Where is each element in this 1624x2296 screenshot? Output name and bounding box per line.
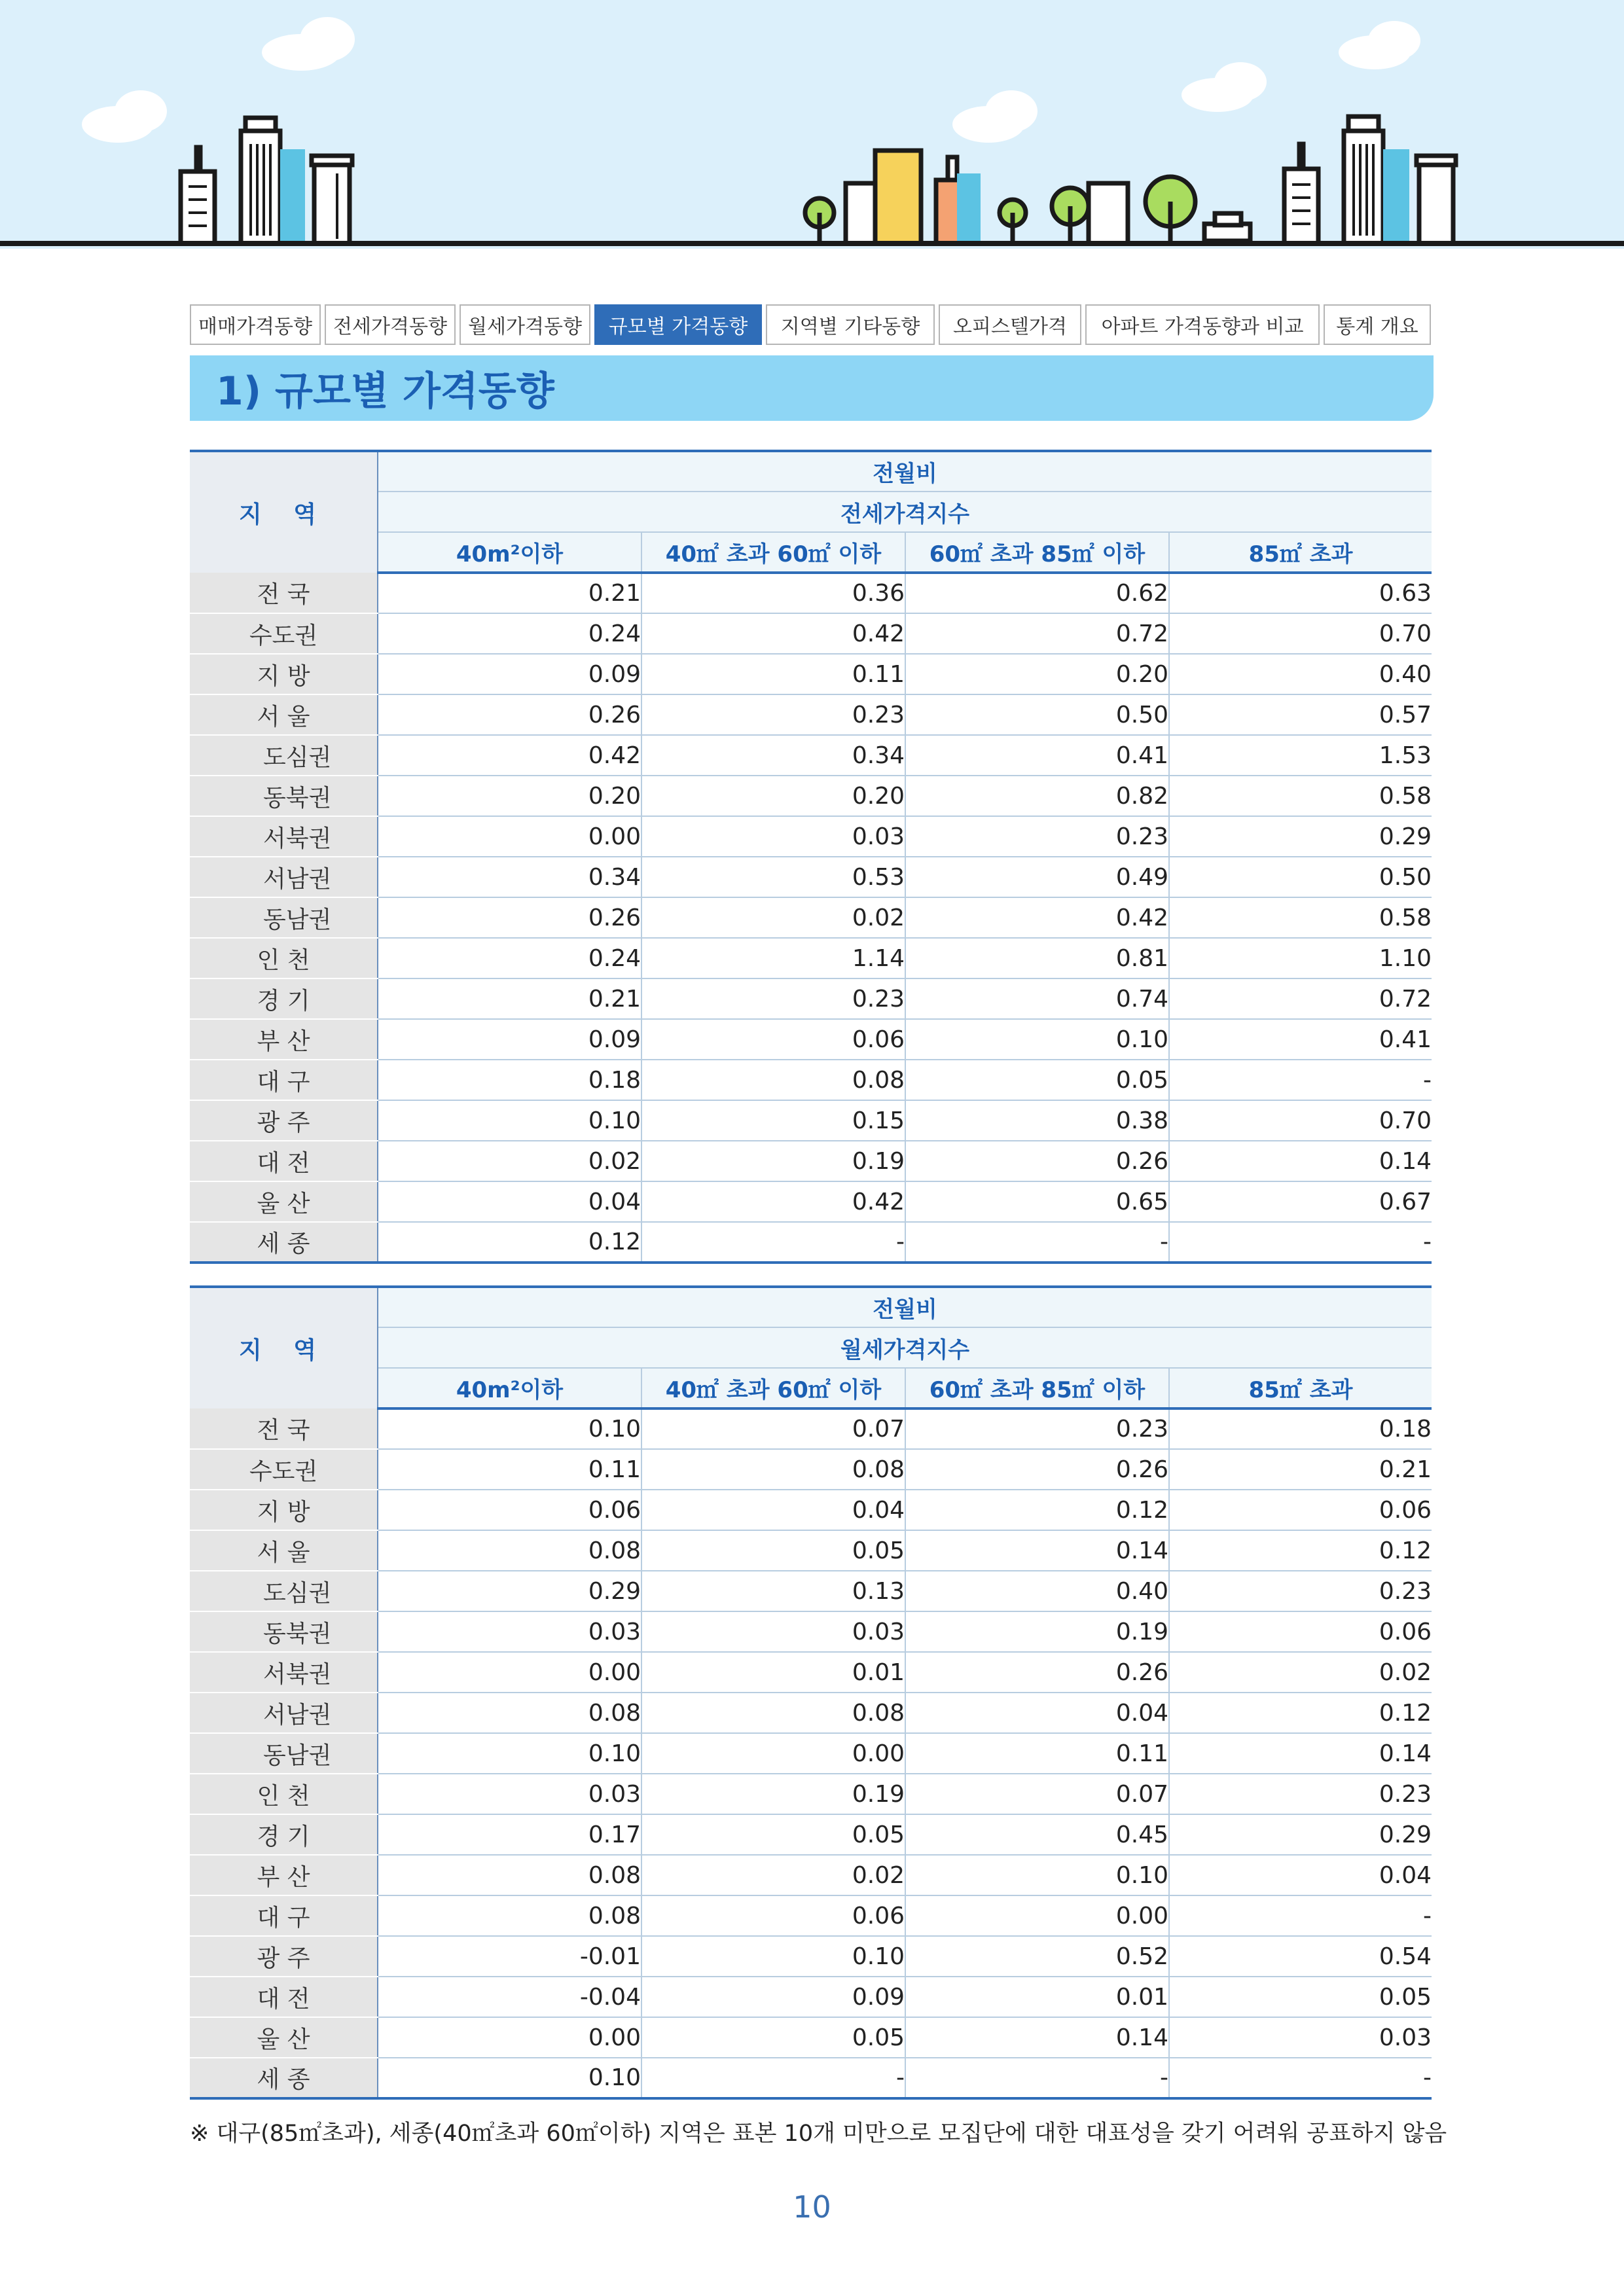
tab-apartment-comparison[interactable]: 아파트 가격동향과 비교 bbox=[1085, 304, 1320, 345]
value-cell: 0.00 bbox=[378, 2017, 641, 2058]
value-cell: 0.10 bbox=[378, 1100, 641, 1141]
value-cell: 0.04 bbox=[378, 1181, 641, 1222]
column-header: 85㎡ 초과 bbox=[1169, 532, 1432, 573]
table-row bbox=[190, 1733, 1432, 1774]
region-cell: 지 방 bbox=[190, 654, 378, 694]
value-cell: 0.12 bbox=[905, 1490, 1169, 1530]
value-cell: 0.00 bbox=[641, 1733, 905, 1774]
column-header: 40m²이하 bbox=[378, 532, 641, 573]
value-cell: 0.23 bbox=[641, 978, 905, 1019]
value-cell: 0.70 bbox=[1169, 1100, 1432, 1141]
value-cell: 0.10 bbox=[905, 1855, 1169, 1895]
value-cell: 0.03 bbox=[378, 1611, 641, 1652]
value-cell: 0.12 bbox=[1169, 1530, 1432, 1571]
value-cell: 0.21 bbox=[378, 573, 641, 613]
value-cell: 0.62 bbox=[905, 573, 1169, 613]
table-row bbox=[190, 694, 1432, 735]
value-cell: 0.67 bbox=[1169, 1181, 1432, 1222]
value-cell: 0.42 bbox=[641, 1181, 905, 1222]
table-row bbox=[190, 1855, 1432, 1895]
table-row bbox=[190, 1571, 1432, 1611]
value-cell: 0.20 bbox=[905, 654, 1169, 694]
value-cell: 0.19 bbox=[641, 1141, 905, 1181]
value-cell: 0.34 bbox=[641, 735, 905, 776]
value-cell: 0.19 bbox=[641, 1774, 905, 1814]
value-cell: - bbox=[905, 1222, 1169, 1263]
region-cell: 광 주 bbox=[190, 1936, 378, 1977]
value-cell: 0.50 bbox=[1169, 857, 1432, 897]
region-cell: 울 산 bbox=[190, 1181, 378, 1222]
value-cell: 0.14 bbox=[905, 2017, 1169, 2058]
table-row bbox=[190, 857, 1432, 897]
footnote: ※ 대구(85㎡초과), 세종(40㎡초과 60㎡이하) 지역은 표본 10개 미만으로 모집단에 대한 대표성을 갖기 어려워 공표하지 않음 bbox=[190, 2121, 1447, 2147]
value-cell: 0.58 bbox=[1169, 897, 1432, 938]
value-cell: 0.57 bbox=[1169, 694, 1432, 735]
value-cell: 0.21 bbox=[1169, 1449, 1432, 1490]
value-cell: 0.19 bbox=[905, 1611, 1169, 1652]
value-cell: 0.05 bbox=[641, 2017, 905, 2058]
value-cell: 0.26 bbox=[378, 897, 641, 938]
value-cell: 0.42 bbox=[378, 735, 641, 776]
value-cell: 0.53 bbox=[641, 857, 905, 897]
region-cell: 광 주 bbox=[190, 1100, 378, 1141]
value-cell: 0.08 bbox=[641, 1449, 905, 1490]
value-cell: 0.23 bbox=[1169, 1571, 1432, 1611]
value-cell: 0.29 bbox=[1169, 816, 1432, 857]
region-cell: 서북권 bbox=[190, 1652, 378, 1693]
value-cell: 0.20 bbox=[378, 776, 641, 816]
value-cell: 0.09 bbox=[641, 1977, 905, 2017]
table-row bbox=[190, 816, 1432, 857]
value-cell: 0.09 bbox=[378, 654, 641, 694]
value-cell: 0.58 bbox=[1169, 776, 1432, 816]
table-row bbox=[190, 613, 1432, 654]
table-row bbox=[190, 1774, 1432, 1814]
value-cell: 0.23 bbox=[905, 1408, 1169, 1449]
value-cell: 0.18 bbox=[378, 1060, 641, 1100]
value-cell: 0.41 bbox=[1169, 1019, 1432, 1060]
value-cell: 0.05 bbox=[641, 1530, 905, 1571]
value-cell: - bbox=[1169, 1895, 1432, 1936]
value-cell: 0.08 bbox=[641, 1060, 905, 1100]
value-cell: 0.81 bbox=[905, 938, 1169, 978]
category-tabs bbox=[190, 304, 1434, 345]
column-header: 40㎡ 초과 60㎡ 이하 bbox=[641, 532, 905, 573]
table-row bbox=[190, 654, 1432, 694]
region-cell: 수도권 bbox=[190, 613, 378, 654]
value-cell: 0.06 bbox=[641, 1019, 905, 1060]
table-row bbox=[190, 938, 1432, 978]
value-cell: 0.54 bbox=[1169, 1936, 1432, 1977]
index-header: 월세가격지수 bbox=[378, 1327, 1432, 1368]
region-cell: 서 울 bbox=[190, 1530, 378, 1571]
value-cell: 0.08 bbox=[378, 1693, 641, 1733]
city-skyline-icon bbox=[0, 0, 1624, 249]
region-cell: 전 국 bbox=[190, 1408, 378, 1449]
value-cell: 0.63 bbox=[1169, 573, 1432, 613]
index-header: 전세가격지수 bbox=[378, 492, 1432, 532]
value-cell: 0.08 bbox=[378, 1530, 641, 1571]
value-cell: 0.06 bbox=[378, 1490, 641, 1530]
table-row bbox=[190, 1490, 1432, 1530]
value-cell: 0.10 bbox=[378, 2058, 641, 2098]
value-cell: 0.42 bbox=[641, 613, 905, 654]
table-row bbox=[190, 1019, 1432, 1060]
region-cell: 서남권 bbox=[190, 857, 378, 897]
value-cell: 0.26 bbox=[905, 1652, 1169, 1693]
value-cell: 1.14 bbox=[641, 938, 905, 978]
column-header: 85㎡ 초과 bbox=[1169, 1368, 1432, 1408]
tab-sale-price[interactable]: 매매가격동향 bbox=[190, 304, 321, 345]
value-cell: 0.07 bbox=[641, 1408, 905, 1449]
monthly-rent-index-table bbox=[190, 1285, 1432, 2100]
value-cell: 0.10 bbox=[378, 1733, 641, 1774]
value-cell: 0.03 bbox=[378, 1774, 641, 1814]
region-cell: 도심권 bbox=[190, 1571, 378, 1611]
value-cell: 0.49 bbox=[905, 857, 1169, 897]
value-cell: 0.20 bbox=[641, 776, 905, 816]
table-row bbox=[190, 2058, 1432, 2098]
table-row bbox=[190, 573, 1432, 613]
value-cell: 0.29 bbox=[1169, 1814, 1432, 1855]
value-cell: 0.02 bbox=[378, 1141, 641, 1181]
tab-monthly-rent-price[interactable]: 월세가격동향 bbox=[460, 304, 590, 345]
table-row bbox=[190, 1449, 1432, 1490]
tab-statistics-overview[interactable]: 통계 개요 bbox=[1324, 304, 1431, 345]
table-row bbox=[190, 1408, 1432, 1449]
value-cell: 0.03 bbox=[641, 1611, 905, 1652]
value-cell: 0.26 bbox=[378, 694, 641, 735]
table-row bbox=[190, 1652, 1432, 1693]
table-row bbox=[190, 1936, 1432, 1977]
value-cell: 0.00 bbox=[905, 1895, 1169, 1936]
value-cell: 0.02 bbox=[641, 897, 905, 938]
value-cell: - bbox=[1169, 1060, 1432, 1100]
region-cell: 대 구 bbox=[190, 1060, 378, 1100]
value-cell: 0.24 bbox=[378, 613, 641, 654]
value-cell: 0.52 bbox=[905, 1936, 1169, 1977]
value-cell: 0.21 bbox=[378, 978, 641, 1019]
page-number: 10 bbox=[793, 2189, 831, 2225]
value-cell: 0.26 bbox=[905, 1449, 1169, 1490]
value-cell: 0.14 bbox=[1169, 1733, 1432, 1774]
region-cell: 서남권 bbox=[190, 1693, 378, 1733]
region-cell: 동남권 bbox=[190, 897, 378, 938]
value-cell: 0.45 bbox=[905, 1814, 1169, 1855]
value-cell: 0.01 bbox=[905, 1977, 1169, 2017]
value-cell: 0.72 bbox=[905, 613, 1169, 654]
value-cell: 0.05 bbox=[1169, 1977, 1432, 2017]
value-cell: 0.26 bbox=[905, 1141, 1169, 1181]
column-header: 60㎡ 초과 85㎡ 이하 bbox=[905, 1368, 1169, 1408]
region-cell: 동북권 bbox=[190, 776, 378, 816]
value-cell: 0.06 bbox=[1169, 1490, 1432, 1530]
header-illustration bbox=[0, 0, 1624, 249]
value-cell: 0.09 bbox=[378, 1019, 641, 1060]
value-cell: - bbox=[1169, 1222, 1432, 1263]
value-cell: - bbox=[905, 2058, 1169, 2098]
tab-regional-trends[interactable]: 지역별 기타동향 bbox=[766, 304, 935, 345]
region-header: 지 역 bbox=[190, 451, 378, 573]
table-row bbox=[190, 2017, 1432, 2058]
value-cell: 1.10 bbox=[1169, 938, 1432, 978]
value-cell: 0.17 bbox=[378, 1814, 641, 1855]
value-cell: 0.00 bbox=[378, 816, 641, 857]
table-row bbox=[190, 1977, 1432, 2017]
value-cell: 0.08 bbox=[378, 1895, 641, 1936]
table-row bbox=[190, 735, 1432, 776]
column-header: 40m²이하 bbox=[378, 1368, 641, 1408]
tab-jeonse-price[interactable]: 전세가격동향 bbox=[325, 304, 456, 345]
value-cell: 0.04 bbox=[905, 1693, 1169, 1733]
region-cell: 동북권 bbox=[190, 1611, 378, 1652]
table-row bbox=[190, 897, 1432, 938]
table-row bbox=[190, 1895, 1432, 1936]
value-cell: - bbox=[1169, 2058, 1432, 2098]
region-cell: 세 종 bbox=[190, 2058, 378, 2098]
value-cell: 0.04 bbox=[641, 1490, 905, 1530]
value-cell: 0.50 bbox=[905, 694, 1169, 735]
table-row bbox=[190, 1530, 1432, 1571]
table-row bbox=[190, 1611, 1432, 1652]
section-title: 1) 규모별 가격동향 bbox=[190, 355, 1434, 421]
region-cell: 경 기 bbox=[190, 1814, 378, 1855]
table-row bbox=[190, 978, 1432, 1019]
region-cell: 부 산 bbox=[190, 1019, 378, 1060]
value-cell: 0.07 bbox=[905, 1774, 1169, 1814]
value-cell: 0.08 bbox=[641, 1693, 905, 1733]
value-cell: 0.23 bbox=[1169, 1774, 1432, 1814]
value-cell: 0.40 bbox=[905, 1571, 1169, 1611]
value-cell: 0.34 bbox=[378, 857, 641, 897]
table-row bbox=[190, 1060, 1432, 1100]
tab-size-price[interactable]: 규모별 가격동향 bbox=[594, 304, 762, 345]
region-cell: 도심권 bbox=[190, 735, 378, 776]
value-cell: 0.12 bbox=[378, 1222, 641, 1263]
value-cell: 0.14 bbox=[1169, 1141, 1432, 1181]
region-header: 지 역 bbox=[190, 1287, 378, 1408]
value-cell: 0.65 bbox=[905, 1181, 1169, 1222]
value-cell: 0.36 bbox=[641, 573, 905, 613]
value-cell: 0.02 bbox=[1169, 1652, 1432, 1693]
value-cell: 0.23 bbox=[905, 816, 1169, 857]
value-cell: 0.41 bbox=[905, 735, 1169, 776]
value-cell: 0.05 bbox=[905, 1060, 1169, 1100]
value-cell: 0.00 bbox=[378, 1652, 641, 1693]
tab-officetel-price[interactable]: 오피스텔가격 bbox=[939, 304, 1081, 345]
value-cell: 0.04 bbox=[1169, 1855, 1432, 1895]
value-cell: 0.24 bbox=[378, 938, 641, 978]
column-header: 60㎡ 초과 85㎡ 이하 bbox=[905, 532, 1169, 573]
value-cell: - bbox=[641, 1222, 905, 1263]
region-cell: 울 산 bbox=[190, 2017, 378, 2058]
group-header: 전월비 bbox=[378, 451, 1432, 492]
region-cell: 부 산 bbox=[190, 1855, 378, 1895]
value-cell: - bbox=[641, 2058, 905, 2098]
value-cell: 0.70 bbox=[1169, 613, 1432, 654]
value-cell: 0.29 bbox=[378, 1571, 641, 1611]
table-row bbox=[190, 1693, 1432, 1733]
value-cell: 0.72 bbox=[1169, 978, 1432, 1019]
value-cell: 0.03 bbox=[1169, 2017, 1432, 2058]
value-cell: 0.10 bbox=[905, 1019, 1169, 1060]
value-cell: 0.11 bbox=[905, 1733, 1169, 1774]
value-cell: 0.40 bbox=[1169, 654, 1432, 694]
region-cell: 수도권 bbox=[190, 1449, 378, 1490]
region-cell: 대 구 bbox=[190, 1895, 378, 1936]
value-cell: 0.74 bbox=[905, 978, 1169, 1019]
value-cell: 0.10 bbox=[378, 1408, 641, 1449]
region-cell: 전 국 bbox=[190, 573, 378, 613]
value-cell: 0.01 bbox=[641, 1652, 905, 1693]
value-cell: 0.06 bbox=[1169, 1611, 1432, 1652]
region-cell: 대 전 bbox=[190, 1977, 378, 2017]
value-cell: 0.03 bbox=[641, 816, 905, 857]
value-cell: 0.15 bbox=[641, 1100, 905, 1141]
value-cell: -0.04 bbox=[378, 1977, 641, 2017]
region-cell: 서 울 bbox=[190, 694, 378, 735]
value-cell: 0.08 bbox=[378, 1855, 641, 1895]
value-cell: 0.14 bbox=[905, 1530, 1169, 1571]
table-row bbox=[190, 1181, 1432, 1222]
value-cell: 0.02 bbox=[641, 1855, 905, 1895]
region-cell: 동남권 bbox=[190, 1733, 378, 1774]
value-cell: 0.38 bbox=[905, 1100, 1169, 1141]
table-row bbox=[190, 1814, 1432, 1855]
group-header: 전월비 bbox=[378, 1287, 1432, 1327]
table-row bbox=[190, 1100, 1432, 1141]
table-row bbox=[190, 776, 1432, 816]
value-cell: 0.82 bbox=[905, 776, 1169, 816]
value-cell: 0.18 bbox=[1169, 1408, 1432, 1449]
region-cell: 지 방 bbox=[190, 1490, 378, 1530]
region-cell: 경 기 bbox=[190, 978, 378, 1019]
value-cell: 0.06 bbox=[641, 1895, 905, 1936]
value-cell: 0.42 bbox=[905, 897, 1169, 938]
region-cell: 인 천 bbox=[190, 938, 378, 978]
value-cell: 0.10 bbox=[641, 1936, 905, 1977]
region-cell: 대 전 bbox=[190, 1141, 378, 1181]
value-cell: 0.11 bbox=[641, 654, 905, 694]
value-cell: 0.13 bbox=[641, 1571, 905, 1611]
value-cell: 0.11 bbox=[378, 1449, 641, 1490]
jeonse-index-table bbox=[190, 450, 1432, 1264]
table-row bbox=[190, 1222, 1432, 1263]
value-cell: 0.05 bbox=[641, 1814, 905, 1855]
value-cell: 1.53 bbox=[1169, 735, 1432, 776]
region-cell: 서북권 bbox=[190, 816, 378, 857]
column-header: 40㎡ 초과 60㎡ 이하 bbox=[641, 1368, 905, 1408]
value-cell: 0.12 bbox=[1169, 1693, 1432, 1733]
value-cell: -0.01 bbox=[378, 1936, 641, 1977]
value-cell: 0.23 bbox=[641, 694, 905, 735]
region-cell: 세 종 bbox=[190, 1222, 378, 1263]
table-row bbox=[190, 1141, 1432, 1181]
region-cell: 인 천 bbox=[190, 1774, 378, 1814]
